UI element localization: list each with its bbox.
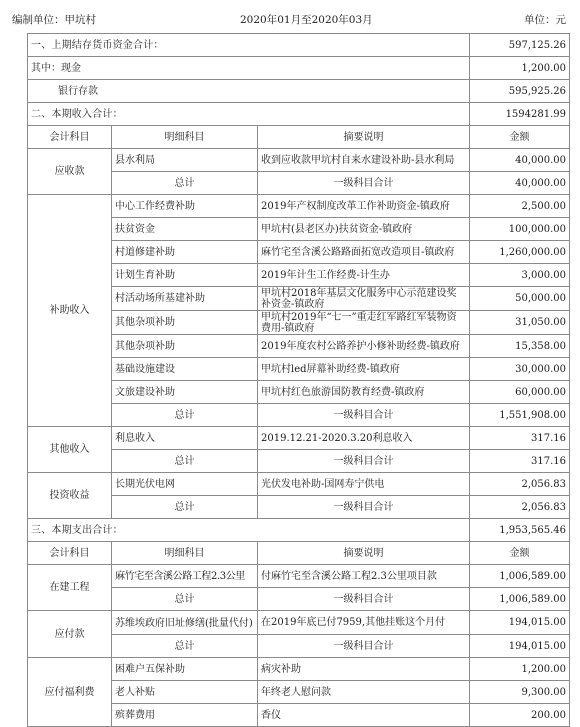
description: 甲坑村led屏幕补助经费-镇政府 <box>258 358 470 381</box>
income-total-row <box>28 103 570 126</box>
cash-row <box>28 57 570 80</box>
description: 收到应收款甲坑村自来水建设补助-县水利局 <box>258 149 470 172</box>
account-name: 补助收入 <box>28 195 112 427</box>
description: 2019.12.21-2020.3.20利息收入 <box>258 427 470 450</box>
amount: 194,015.00 <box>470 611 570 635</box>
column-header-detail: 明细科目 <box>112 542 258 565</box>
subtotal-label: 总计 <box>112 496 258 519</box>
amount: 3,000.00 <box>470 264 570 287</box>
subtotal-description: 一级科目合计 <box>258 496 470 519</box>
table-row <box>28 149 570 172</box>
subtotal-description: 一级科目合计 <box>258 635 470 658</box>
description: 麻竹宅至含溪公路路面拓宽改造项目-镇政府 <box>258 241 470 264</box>
expense-column-headers <box>28 542 570 565</box>
subtotal-amount: 194,015.00 <box>470 635 570 658</box>
column-header-description: 摘要说明 <box>258 542 470 565</box>
column-header-account: 会计科目 <box>28 542 112 565</box>
bank-row <box>28 80 570 103</box>
subtotal-amount: 40,000.00 <box>470 172 570 195</box>
detail-account: 麻竹宅至含溪公路工程2.3公里 <box>112 565 258 588</box>
table-row <box>28 565 570 588</box>
amount: 31,050.00 <box>470 311 570 335</box>
subtotal-label: 总计 <box>112 450 258 473</box>
detail-account: 殡葬费用 <box>112 704 258 727</box>
table-row <box>28 427 570 450</box>
description: 2019年产权制度改革工作补助资金-镇政府 <box>258 195 470 218</box>
description: 甲坑村(县老区办)扶贫资金-镇政府 <box>258 218 470 241</box>
subtotal-amount: 2,056.83 <box>470 496 570 519</box>
amount: 100,000.00 <box>470 218 570 241</box>
amount: 1,006,589.00 <box>470 565 570 588</box>
column-header-description: 摘要说明 <box>258 126 470 149</box>
detail-account: 困难户五保补助 <box>112 658 258 681</box>
detail-account: 扶贫资金 <box>112 218 258 241</box>
column-header-amount: 金额 <box>470 542 570 565</box>
detail-account: 村活动场所基建补助 <box>112 287 258 311</box>
cash-flow-table <box>27 33 570 727</box>
account-name: 应付款 <box>28 611 112 658</box>
amount: 1,200.00 <box>470 658 570 681</box>
account-name: 其他收入 <box>28 427 112 473</box>
detail-account: 长期光伏电网 <box>112 473 258 496</box>
account-name: 在建工程 <box>28 565 112 611</box>
subtotal-label: 总计 <box>112 172 258 195</box>
column-header-detail: 明细科目 <box>112 126 258 149</box>
opening-balance-row <box>28 34 570 57</box>
description: 香仪 <box>258 704 470 727</box>
amount: 2,500.00 <box>470 195 570 218</box>
description: 甲坑村2019年“七一”重走红军路红军装物资费用-镇政府 <box>258 311 470 335</box>
subtotal-description: 一级科目合计 <box>258 450 470 473</box>
subtotal-label: 总计 <box>112 588 258 611</box>
description: 年终老人慰问款 <box>258 681 470 704</box>
opening-balance-amount: 597,125.26 <box>470 34 570 57</box>
income-total-amount: 1594281.99 <box>470 103 570 126</box>
cash-amount: 1,200.00 <box>470 57 570 80</box>
report-period: 2020年01月至2020年03月 <box>240 14 373 26</box>
bank-label: 银行存款 <box>28 80 470 103</box>
expense-total-row <box>28 519 570 542</box>
expense-total-label: 三、本期支出合计： <box>28 519 470 542</box>
currency-unit: 单位：元 <box>524 14 566 26</box>
amount: 1,260,000.00 <box>470 241 570 264</box>
detail-account: 县水利局 <box>112 149 258 172</box>
detail-account: 文旅建设补助 <box>112 381 258 404</box>
account-name: 应付福利费 <box>28 658 112 727</box>
description: 在2019年底已付7959,其他挂账这个月付 <box>258 611 470 635</box>
detail-account: 老人补贴 <box>112 681 258 704</box>
detail-account: 村道修建补助 <box>112 241 258 264</box>
compiling-unit: 编制单位：甲坑村 <box>12 14 96 26</box>
detail-account: 利息收入 <box>112 427 258 450</box>
detail-account: 苏维埃政府旧址修缮(批量代付) <box>112 611 258 635</box>
amount: 40,000.00 <box>470 149 570 172</box>
description: 甲坑村红色旅游国防教育经费-镇政府 <box>258 381 470 404</box>
bank-amount: 595,925.26 <box>470 80 570 103</box>
report-header <box>0 0 580 32</box>
description: 2019年计生工作经费-计生办 <box>258 264 470 287</box>
subtotal-amount: 1,006,589.00 <box>470 588 570 611</box>
subtotal-amount: 1,551,908.00 <box>470 404 570 427</box>
amount: 200.00 <box>470 704 570 727</box>
description: 甲坑村2018年基层文化服务中心示范建设奖补资金-镇政府 <box>258 287 470 311</box>
income-column-headers <box>28 126 570 149</box>
subtotal-description: 一级科目合计 <box>258 172 470 195</box>
income-total-label: 二、本期收入合计： <box>28 103 470 126</box>
subtotal-amount: 317.16 <box>470 450 570 473</box>
detail-account: 计划生育补助 <box>112 264 258 287</box>
description: 光伏发电补助-国网寿宁供电 <box>258 473 470 496</box>
account-name: 应收款 <box>28 149 112 195</box>
account-name: 投资收益 <box>28 473 112 519</box>
table-row <box>28 195 570 218</box>
subtotal-description: 一级科目合计 <box>258 404 470 427</box>
expense-total-amount: 1,953,565.46 <box>470 519 570 542</box>
table-row <box>28 611 570 635</box>
table-row <box>28 473 570 496</box>
subtotal-label: 总计 <box>112 404 258 427</box>
amount: 2,056.83 <box>470 473 570 496</box>
detail-account: 其他杂项补助 <box>112 335 258 358</box>
description: 2019年度农村公路养护小修补助经费-镇政府 <box>258 335 470 358</box>
description: 病灾补助 <box>258 658 470 681</box>
cash-label: 其中：现金 <box>28 57 470 80</box>
column-header-account: 会计科目 <box>28 126 112 149</box>
amount: 60,000.00 <box>470 381 570 404</box>
table-row <box>28 658 570 681</box>
amount: 9,300.00 <box>470 681 570 704</box>
amount: 317.16 <box>470 427 570 450</box>
amount: 30,000.00 <box>470 358 570 381</box>
detail-account: 中心工作经费补助 <box>112 195 258 218</box>
subtotal-label: 总计 <box>112 635 258 658</box>
column-header-amount: 金额 <box>470 126 570 149</box>
detail-account: 基础设施建设 <box>112 358 258 381</box>
detail-account: 其他杂项补助 <box>112 311 258 335</box>
amount: 15,358.00 <box>470 335 570 358</box>
opening-balance-label: 一、上期结存货币资金合计： <box>28 34 470 57</box>
description: 付麻竹宅至含溪公路工程2.3公里项目款 <box>258 565 470 588</box>
amount: 50,000.00 <box>470 287 570 311</box>
subtotal-description: 一级科目合计 <box>258 588 470 611</box>
